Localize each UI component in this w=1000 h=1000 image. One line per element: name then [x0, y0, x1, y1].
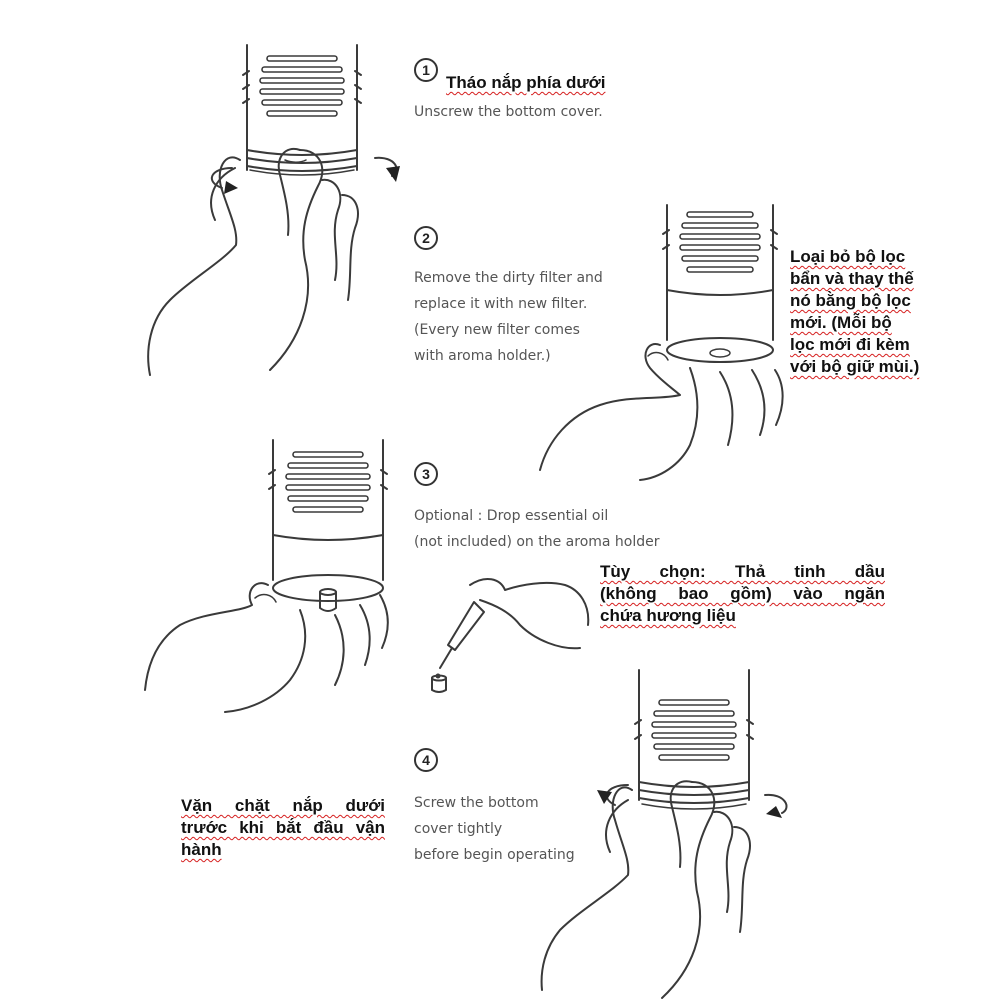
text-line: Vặn chặt nắp dưới: [181, 796, 385, 815]
step-number-2: 2: [414, 226, 438, 250]
step3-english-text: [414, 503, 660, 555]
filter-cylinder-icon: [269, 440, 387, 611]
text-line: với bộ giữ mùi.): [790, 357, 920, 376]
text-line: (not included) on the aroma holder: [414, 534, 660, 550]
step1-illustration: [148, 45, 400, 375]
text-line: before begin operating: [414, 847, 575, 863]
step4-illustration: [542, 670, 787, 998]
rotate-arrow-icon: [765, 795, 787, 818]
text-line: Remove the dirty filter and: [414, 270, 603, 286]
step2-english-text: [414, 265, 603, 369]
hand-icon: [145, 583, 388, 712]
text-line: chứa hương liệu: [600, 606, 736, 625]
dropper-icon: [436, 579, 589, 679]
step3-vietnamese-text: [600, 561, 885, 627]
step4-english-text: [414, 790, 575, 868]
filter-cylinder-icon: [663, 205, 777, 362]
text-line: cover tightly: [414, 821, 503, 837]
step1-english-text: [414, 99, 603, 125]
text-line: (không bao gồm) vào ngăn: [600, 584, 885, 603]
text-line: trước khi bắt đầu vận: [181, 818, 385, 837]
step2-vietnamese-text: [790, 246, 919, 378]
rotate-arrow-icon: [375, 158, 400, 182]
text-line: hành: [181, 840, 222, 859]
text-line: nó bằng bộ lọc: [790, 291, 911, 310]
text-line: lọc mới đi kèm: [790, 335, 910, 354]
step-number-1: 1: [414, 58, 438, 82]
text-line: replace it with new filter.: [414, 296, 588, 312]
text-line: Screw the bottom: [414, 795, 539, 811]
text-line: bẩn và thay thế: [790, 269, 914, 288]
text-line: Tùy chọn: Thả tinh dầu: [600, 562, 885, 581]
step-number-4: 4: [414, 748, 438, 772]
text-line: Unscrew the bottom cover.: [414, 104, 603, 120]
filter-cylinder-icon: [243, 45, 361, 175]
text-line: Loại bỏ bộ lọc: [790, 247, 906, 266]
text-line: mới. (Mỗi bộ: [790, 313, 892, 332]
text-line: Tháo nắp phía dưới: [446, 73, 606, 92]
text-line: (Every new filter comes: [414, 322, 580, 338]
text-line: with aroma holder.): [414, 348, 551, 364]
step-number-3: 3: [414, 462, 438, 486]
step3-illustration: [145, 440, 588, 712]
hand-icon: [148, 149, 358, 375]
text-line: Optional : Drop essential oil: [414, 508, 609, 524]
filter-cylinder-icon: [635, 670, 753, 809]
step1-vietnamese-text: [446, 72, 605, 94]
rotate-arrow-icon: [212, 168, 238, 194]
step4-vietnamese-text: [181, 795, 385, 861]
